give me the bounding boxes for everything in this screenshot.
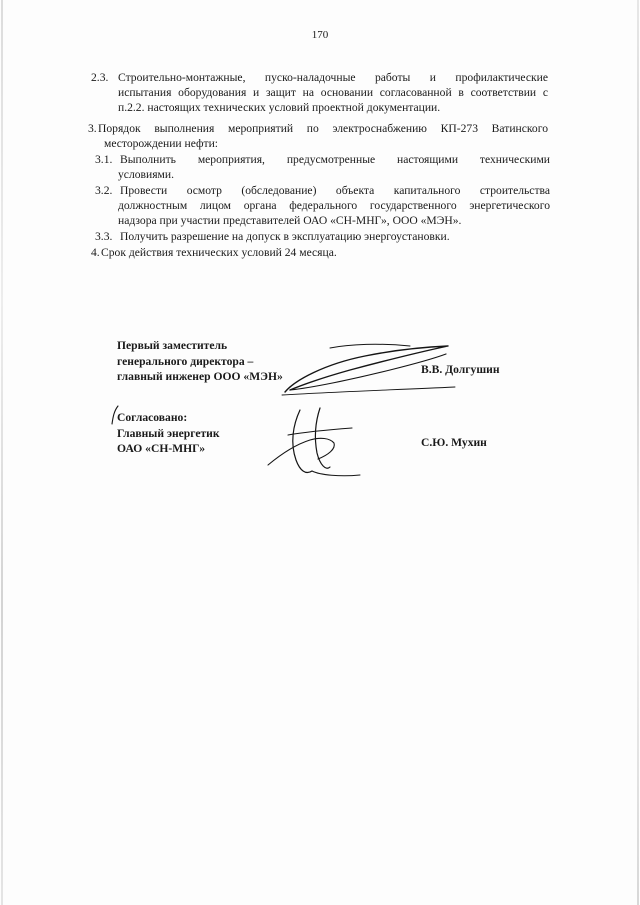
signatory-2-line-3: ОАО «СН-МНГ» bbox=[117, 442, 206, 455]
signatory-2-line-1: Согласовано: bbox=[117, 411, 188, 424]
item-3-line-2: месторождении нефти: bbox=[104, 137, 218, 150]
signatory-2-name: С.Ю. Мухин bbox=[421, 436, 487, 449]
item-4-number: 4. bbox=[91, 246, 100, 259]
item-2-3-number: 2.3. bbox=[91, 71, 109, 84]
item-3-3-number: 3.3. bbox=[95, 230, 113, 243]
signatory-1-title bbox=[117, 338, 283, 385]
signatory-1-line-2: генерального директора – bbox=[117, 354, 254, 368]
signatory-2-title bbox=[117, 410, 220, 457]
margin-tick-mark bbox=[110, 404, 120, 426]
signature-1-mark bbox=[270, 340, 460, 400]
page-number: 170 bbox=[311, 29, 329, 41]
item-3-1-number: 3.1. bbox=[95, 153, 113, 166]
signatory-1-line-1: Первый заместитель bbox=[117, 339, 228, 352]
item-3-2-line-2: должностным лицом органа федерального государственного энергетического bbox=[118, 199, 550, 212]
item-3-2-number: 3.2. bbox=[95, 184, 113, 197]
item-2-3-line-3: п.2.2. настоящих технических условий проектной документации. bbox=[118, 101, 441, 114]
signatory-1-line-3: главный инженер ООО «МЭН» bbox=[117, 370, 283, 383]
item-3-number: 3. bbox=[88, 122, 97, 135]
signature-2-mark bbox=[260, 405, 370, 480]
scan-edge-right bbox=[637, 0, 639, 905]
item-3-2-line-3: надзора при участии представителей ОАО «СН-МНГ», ООО «МЭН». bbox=[118, 214, 462, 227]
scan-edge-left bbox=[1, 0, 3, 905]
signatory-2-line-2: Главный энергетик bbox=[117, 426, 220, 440]
item-2-3-line-1: Строительно-монтажные, пуско-наладочные работы и профилактические bbox=[118, 71, 548, 84]
signatory-1-name: В.В. Долгушин bbox=[421, 363, 500, 376]
item-3-1-line-1: Выполнить мероприятия, предусмотренные настоящими техническими bbox=[120, 153, 550, 166]
item-3-1-line-2: условиями. bbox=[118, 168, 174, 181]
item-3-3-line: Получить разрешение на допуск в эксплуатацию энергоустановки. bbox=[120, 230, 450, 243]
item-2-3-line-2: испытания оборудования и защит на основании согласованной в соответствии с bbox=[118, 86, 548, 99]
item-3-line-1: Порядок выполнения мероприятий по электроснабжению КП-273 Ватинского bbox=[98, 122, 548, 135]
item-4-line: Срок действия технических условий 24 месяца. bbox=[101, 246, 337, 259]
item-3-2-line-1: Провести осмотр (обследование) объекта капитального строительства bbox=[120, 184, 550, 197]
